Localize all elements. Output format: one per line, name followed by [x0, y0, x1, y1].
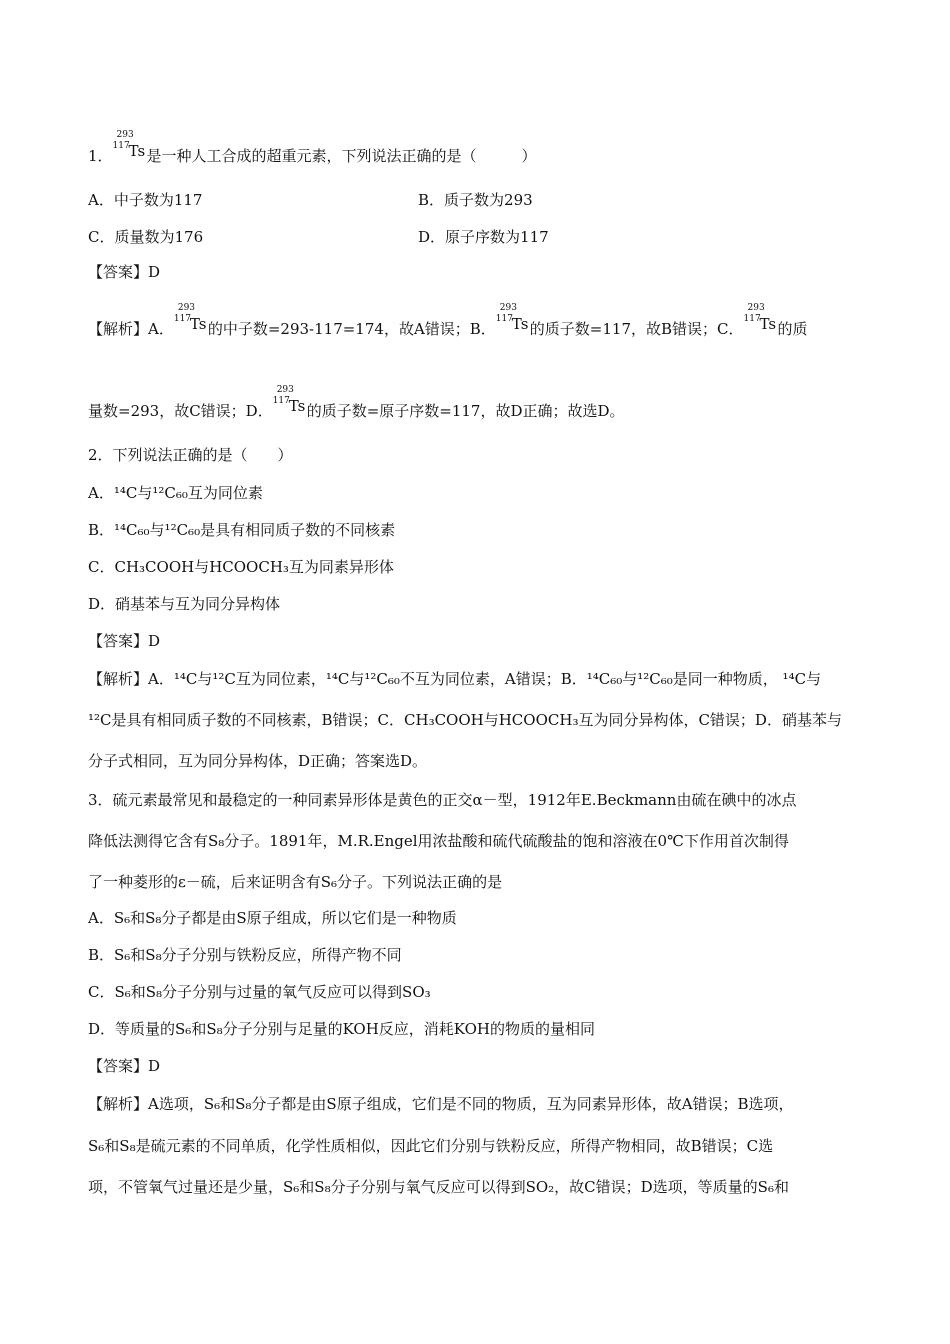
q1-option-d: D．原子序数为117: [418, 228, 549, 246]
q3-explanation-line-2: S₆和S₈是硫元素的不同单质，化学性质相似，因此它们分别与铁粉反应，所得产物相同，故B错误；C选: [88, 1137, 774, 1155]
q1-stem: [88, 130, 537, 166]
q2-answer: 【答案】D: [88, 632, 161, 650]
q2-option-c: C．CH₃COOH与HCOOCH₃互为同素异形体: [88, 558, 394, 576]
q1-stem-text: 是一种人工合成的超重元素，下列说法正确的是（ ）: [146, 147, 537, 165]
q1-option-b: B．质子数为293: [418, 191, 533, 209]
q1-option-a: A．中子数为117: [88, 191, 203, 209]
q1-answer: 【答案】D: [88, 263, 161, 281]
q2-option-a: A．¹⁴C与¹²C₆₀互为同位素: [88, 484, 263, 502]
q2-stem: 2．下列说法正确的是（ ）: [88, 446, 293, 464]
q2-explanation-line-3: 分子式相同，互为同分异构体，D正确；答案选D。: [88, 752, 428, 770]
q3-option-c: C．S₆和S₈分子分别与过量的氧气反应可以得到SO₃: [88, 983, 431, 1001]
q3-option-b: B．S₆和S₈分子分别与铁粉反应，所得产物不同: [88, 946, 402, 964]
ts-nuclide: 293 117 Ts: [112, 130, 146, 160]
q2-option-b: B．¹⁴C₆₀与¹²C₆₀是具有相同质子数的不同核素: [88, 521, 396, 539]
q1-explanation-line-2: 量数=293，故C错误；D． 293 117 Ts 的质子数=原子序数=117，故D正确；故选D。: [88, 385, 625, 420]
ts-nuclide: 293 117 Ts: [743, 303, 777, 333]
q3-option-a: A．S₆和S₈分子都是由S原子组成，所以它们是一种物质: [88, 909, 457, 927]
ts-nuclide: 293 117 Ts: [495, 303, 529, 333]
q3-stem-line-3: 了一种菱形的ε－硫，后来证明含有S₆分子。下列说法正确的是: [88, 873, 503, 891]
q1-number: 1．: [88, 147, 113, 165]
q3-answer: 【答案】D: [88, 1057, 161, 1075]
q3-stem-line-2: 降低法测得它含有S₈分子。1891年，M.R.Engel用浓盐酸和硫代硫酸盐的饱和溶液在0℃下作用首次制得: [88, 832, 789, 850]
q2-explanation-line-2: ¹²C是具有相同质子数的不同核素，B错误；C．CH₃COOH与HCOOCH₃互为同分异构体，C错误；D．硝基苯与: [88, 711, 842, 729]
q1-explanation-line-1: 【解析】A． 293 117 Ts 的中子数=293-117=174，故A错误；B． 293 117 Ts 的质子数=117，故B错误；C． 293 117 Ts 的质: [88, 303, 808, 338]
q1-option-c: C．质量数为176: [88, 228, 204, 246]
q3-explanation-line-3: 项，不管氧气过量还是少量，S₆和S₈分子分别与氧气反应可以得到SO₂，故C错误；D选项，等质量的S₆和: [88, 1178, 789, 1196]
q3-option-d: D．等质量的S₆和S₈分子分别与足量的KOH反应，消耗KOH的物质的量相同: [88, 1020, 595, 1038]
q3-stem-line-1: 3．硫元素最常见和最稳定的一种同素异形体是黄色的正交α－型，1912年E.Beckmann由硫在碘中的冰点: [88, 791, 797, 809]
ts-nuclide: 293 117 Ts: [272, 385, 306, 415]
ts-nuclide: 293 117 Ts: [173, 303, 207, 333]
q2-option-d: D．硝基苯与互为同分异构体: [88, 595, 281, 613]
q2-explanation-line-1: 【解析】A．¹⁴C与¹²C互为同位素，¹⁴C与¹²C₆₀不互为同位素，A错误；B．¹⁴C₆₀与¹²C₆₀是同一种物质， ¹⁴C与: [88, 670, 822, 688]
q3-explanation-line-1: 【解析】A选项，S₆和S₈分子都是由S原子组成，它们是不同的物质，互为同素异形体，故A错误；B选项，: [88, 1095, 794, 1113]
